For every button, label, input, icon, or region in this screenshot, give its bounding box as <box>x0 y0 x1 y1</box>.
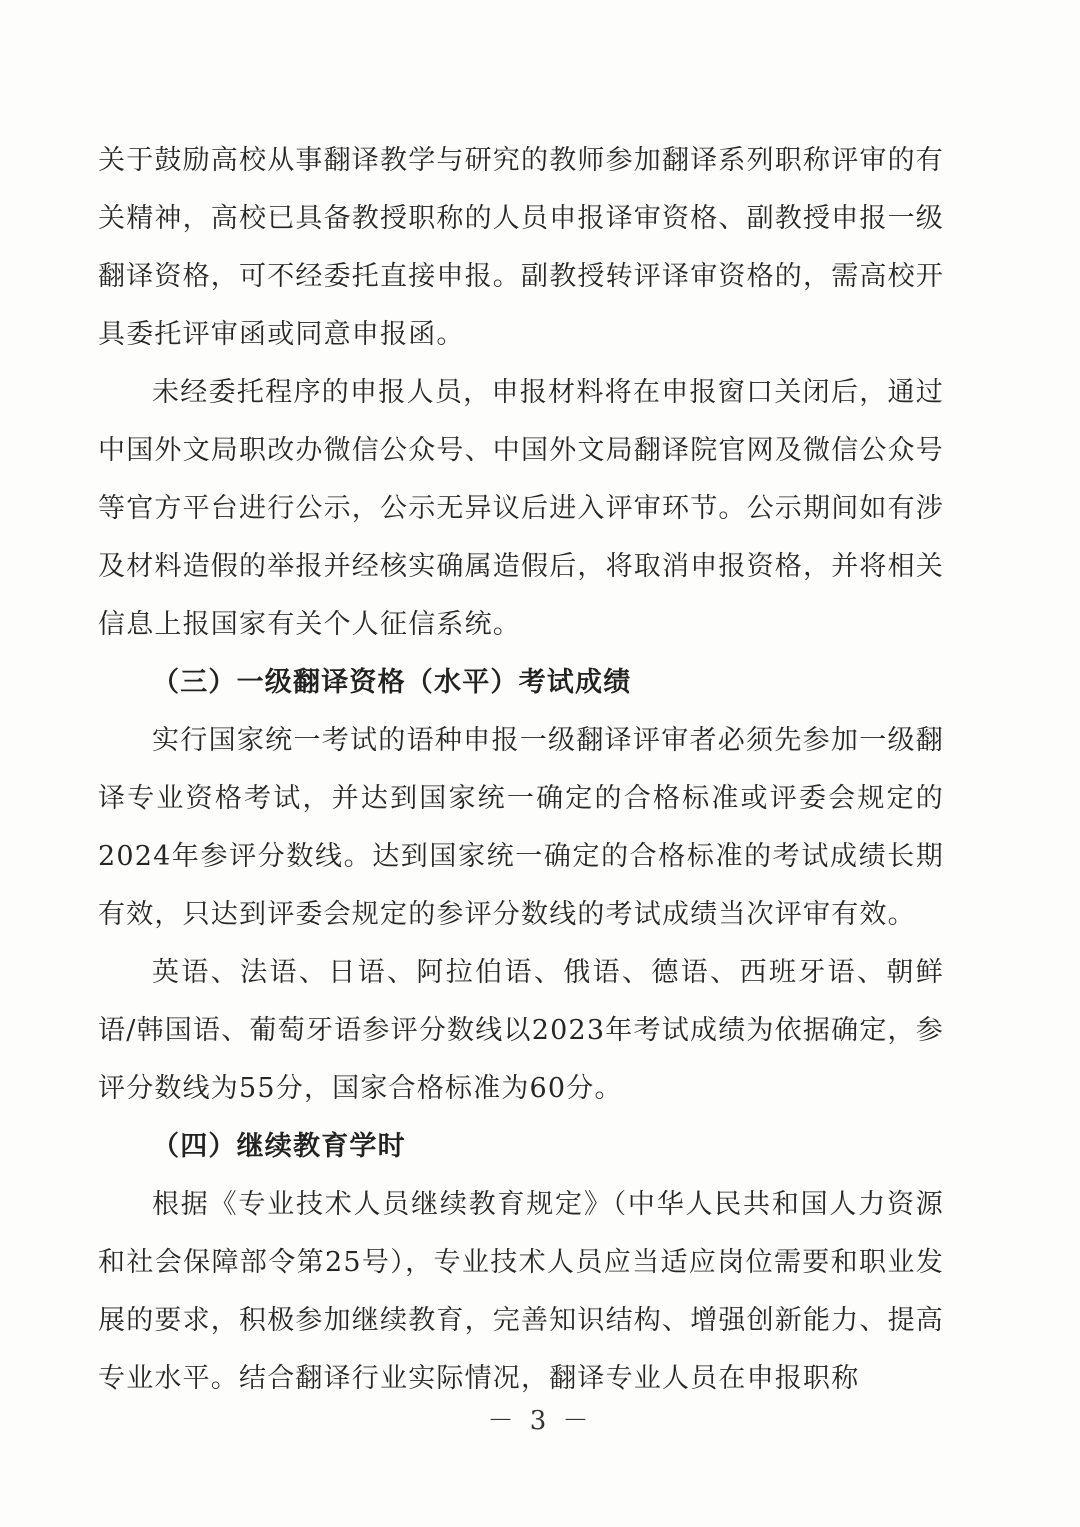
paragraph-continuation: 关于鼓励高校从事翻译教学与研究的教师参加翻译系列职称评审的有关精神，高校已具备教授职称的人员申报译审资格、副教授申报一级翻译资格，可不经委托直接申报。副教授转评译审资格的，需高校开具委托评审函或同意申报函。 <box>98 145 944 350</box>
document-body <box>98 132 944 1408</box>
paragraph-exam-requirement: 实行国家统一考试的语种申报一级翻译评审者必须先参加一级翻译专业资格考试，并达到国家统一确定的合格标准或评委会规定的2024年参评分数线。达到国家统一确定的合格标准的考试成绩长期有效，只达到评委会规定的参评分数线的考试成绩当次评审有效。 <box>98 725 944 930</box>
section-heading-continuing-education: （四）继续教育学时 <box>152 1131 406 1162</box>
paragraph-score-lines: 英语、法语、日语、阿拉伯语、俄语、德语、西班牙语、朝鲜语/韩国语、葡萄牙语参评分数线以2023年考试成绩为依据确定，参评分数线为55分，国家合格标准为60分。 <box>98 957 944 1104</box>
paragraph-continuing-education: 根据《专业技术人员继续教育规定》（中华人民共和国人力资源和社会保障部令第25号），专业技术人员应当适应岗位需要和职业发展的要求，积极参加继续教育，完善知识结构、增强创新能力、提高专业水平。结合翻译行业实际情况，翻译专业人员在申报职称 <box>98 1189 944 1394</box>
section-heading-exam-scores: （三）一级翻译资格（水平）考试成绩 <box>152 667 632 698</box>
paragraph-publicity: 未经委托程序的申报人员，申报材料将在申报窗口关闭后，通过中国外文局职改办微信公众号、中国外文局翻译院官网及微信公众号等官方平台进行公示，公示无异议后进入评审环节。公示期间如有涉及材料造假的举报并经核实确属造假后，将取消申报资格，并将相关信息上报国家有关个人征信系统。 <box>98 377 944 640</box>
page-number: － 3 － <box>487 1406 593 1436</box>
